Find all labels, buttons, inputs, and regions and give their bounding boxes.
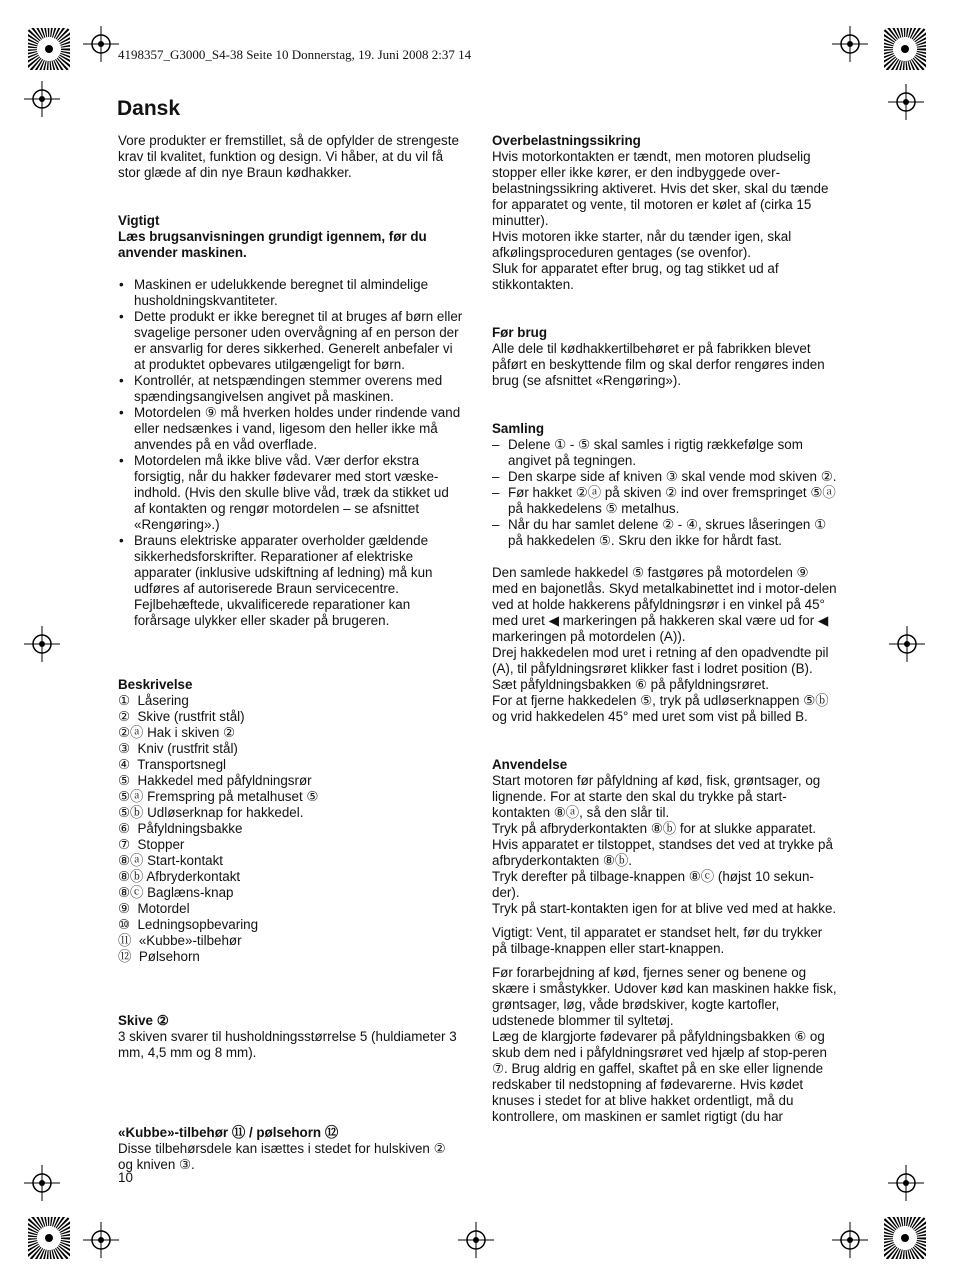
list-item: ⑤ⓑ Udløserknap for hakkedel. (118, 805, 304, 820)
skive-heading: Skive ② (118, 1013, 169, 1028)
intro-paragraph: Vore produkter er fremstillet, så de opfylder de strengeste krav til kvalitet, funktion og design. Vi håber, at du vil få stor glæde af din nye Braun kødhakker. (118, 133, 459, 180)
samling-heading: Samling (492, 421, 545, 436)
vigtigt-heading: Vigtigt (118, 213, 160, 228)
list-item: • Brauns elektriske apparater overholder gældende sikkerhedsforskrifter. Reparationer af elektriske apparater (inklusive udskiftning af ledning) må kun udføres af autoriserede Braun servicecentre. Fejlbehæftede, ukvalificerede reparationer kan forårsage ulykker eller skader på brugeren. (118, 533, 463, 629)
left-column (118, 133, 463, 1173)
anvendelse-paragraph-4: Tryk på start-kontakten igen for at blive ved med at hakke. (492, 901, 837, 916)
registration-mark-icon (458, 1222, 494, 1258)
forbrug-heading: Før brug (492, 325, 548, 340)
list-item: ③ Kniv (rustfrit stål) (118, 741, 238, 756)
skive-paragraph: 3 skiven svarer til husholdningsstørrelse 5 (huldiameter 3 mm, 4,5 mm og 8 mm). (118, 1029, 457, 1060)
list-item: • Kontrollér, at netspændingen stemmer overens med spændingsangivelsen angivet på maskinen. (118, 373, 463, 405)
list-item: ⑫ Pølsehorn (118, 949, 200, 964)
registration-mark-icon (888, 1165, 924, 1201)
overbelastning-paragraph-2: Hvis motoren ikke starter, når du tænder igen, skal afkølingsproceduren gentages (se ovenfor). (492, 229, 792, 260)
list-item: • Motordelen ⑨ må hverken holdes under rindende vand eller nedsænkes i vand, ligesom den heller ikke må anvendes på en våd overflade. (118, 405, 463, 453)
beskrivelse-heading: Beskrivelse (118, 677, 193, 692)
page-title: Dansk (117, 97, 181, 120)
samling-list (492, 437, 837, 549)
list-item: ⑧ⓐ Start-kontakt (118, 853, 224, 868)
list-item: ⑤ⓐ Fremspring på metalhuset ⑤ (118, 789, 319, 804)
starburst-mark-icon (884, 28, 926, 70)
anvendelse-warning: Vigtigt: Vent, til apparatet er standset helt, før du trykker på tilbage-knappen eller start-knappen. (492, 925, 823, 956)
assembly-paragraph-2: Drej hakkedelen mod uret i retning af den opadvendte pil (A), til påfyldningsrøret klikker fast i lodret position (B). Sæt påfyldningsbakken ⑥ på påfyldningsrøret. (492, 645, 829, 692)
list-item: • Motordelen må ikke blive våd. Vær derfor ekstra forsigtig, når du hakker fødevarer med stort væske-indhold. (Hvis den skulle blive våd, træk da stikket ud af kontakten og rengør motordelen – se afsnittet «Rengøring».) (118, 453, 463, 533)
registration-mark-icon (889, 626, 925, 662)
list-item: ⑤ Hakkedel med påfyldningsrør (118, 773, 312, 788)
list-item: – Før hakket ②ⓐ på skiven ② ind over fremspringet ⑤ⓐ på hakkedelens ⑤ metalhus. (492, 485, 837, 517)
registration-mark-icon (24, 81, 60, 117)
registration-mark-icon (24, 1165, 60, 1201)
list-item: ⑥ Påfyldningsbakke (118, 821, 243, 836)
list-item: ②ⓐ Hak i skiven ② (118, 725, 236, 740)
list-item: ⑦ Stopper (118, 837, 185, 852)
list-item: • Dette produkt er ikke beregnet til at bruges af børn eller svagelige personer uden overvågning af en person der er ansvarlig for deres sikkerhed. Generelt anbefaler vi at produktet opbevares utilgængeligt for børn. (118, 309, 463, 373)
overbelastning-heading: Overbelastningssikring (492, 133, 641, 148)
list-item: – Når du har samlet delene ② - ④, skrues låseringen ① på hakkedelen ⑤. Skru den ikke for hårdt fast. (492, 517, 837, 549)
safety-list (118, 277, 463, 629)
registration-mark-icon (24, 626, 60, 662)
list-item: ⑨ Motordel (118, 901, 190, 916)
anvendelse-paragraph: Start motoren før påfyldning af kød, fisk, grøntsager, og lignende. For at starte den skal du trykke på start-kontakten ⑧ⓐ, så den slår til. (492, 773, 821, 820)
overbelastning-paragraph: Hvis motorkontakten er tændt, men motoren pludselig stopper eller ikke kører, er den indbyggede over-belastningssikring aktiveret. Hvis det sker, skal du tænde for apparatet og vente, til motoren er kølet af (cirka 15 minutter). (492, 149, 829, 228)
list-item: • Maskinen er udelukkende beregnet til almindelige husholdningskvantiteter. (118, 277, 463, 309)
registration-mark-icon (888, 84, 924, 120)
assembly-paragraph: Den samlede hakkedel ⑤ fastgøres på motordelen ⑨ med en bajonetlås. Skyd metalkabinettet ind i motor-delen ved at holde hakkerens påfyldningsrør i en vinkel på 45° med uret ◀ markeringen på hakkeren skal være ud for ◀ markeringen på motordelen (A)). (492, 565, 837, 644)
list-item: – Den skarpe side af kniven ③ skal vende mod skiven ②. (492, 469, 837, 485)
print-header: 4198357_G3000_S4-38 Seite 10 Donnerstag, 19. Juni 2008 2:37 14 (118, 47, 472, 62)
list-item: ② Skive (rustfrit stål) (118, 709, 245, 724)
anvendelse-heading: Anvendelse (492, 757, 568, 772)
list-item: – Delene ① - ⑤ skal samles i rigtig rækkefølge som angivet på tegningen. (492, 437, 837, 469)
page-number: 10 (118, 1170, 133, 1185)
registration-mark-icon (832, 26, 868, 62)
vigtigt-lead: Læs brugsanvisningen grundigt igennem, før du anvender maskinen. (118, 229, 427, 260)
anvendelse-paragraph-3: Tryk derefter på tilbage-knappen ⑧ⓒ (højst 10 sekun-der). (492, 869, 814, 900)
list-item: ⑩ Ledningsopbevaring (118, 917, 259, 932)
overbelastning-paragraph-3: Sluk for apparatet efter brug, og tag stikket ud af stikkontakten. (492, 261, 779, 292)
anvendelse-paragraph-6: Før forarbejdning af kød, fjernes sener og benene og skære i småstykker. Udover kød kan maskinen hakke fisk, grøntsager, løg, våde brødskiver, kogte kartofler, udstenede blommer til syltetøj. (492, 965, 837, 1028)
starburst-mark-icon (884, 1217, 926, 1259)
forbrug-paragraph: Alle dele til kødhakkertilbehøret er på fabrikken blevet påført en beskyttende film og skal derfor rengøres inden brug (se afsnittet «Rengøring»). (492, 341, 825, 388)
right-column (492, 133, 837, 1125)
list-item: ⑧ⓒ Baglæns-knap (118, 885, 234, 900)
registration-mark-icon (832, 1222, 868, 1258)
parts-list (118, 693, 463, 965)
list-item: ① Låsering (118, 693, 189, 708)
kubbe-heading: «Kubbe»-tilbehør ⑪ / pølsehorn ⑫ (118, 1125, 339, 1140)
registration-mark-icon (83, 1222, 119, 1258)
list-item: ④ Transportsnegl (118, 757, 227, 772)
starburst-mark-icon (28, 28, 70, 70)
starburst-mark-icon (28, 1217, 70, 1259)
anvendelse-paragraph-7: Læg de klargjorte fødevarer på påfyldningsbakken ⑥ og skub dem ned i påfyldningsrøret ved hjælp af stop-peren ⑦. Brug aldrig en gaffel, skaftet på en ske eller lignende redskaber til nedstopning af fødevarerne. Hvis kødet knuses i stedet for at blive hakket ordentligt, må du kontrollere, om maskinen er samlet rigtigt (du har (492, 1029, 827, 1124)
list-item: ⑪ «Kubbe»-tilbehør (118, 933, 242, 948)
list-item: ⑧ⓑ Afbryderkontakt (118, 869, 241, 884)
kubbe-paragraph: Disse tilbehørsdele kan isættes i stedet for hulskiven ② og kniven ③. (118, 1141, 446, 1172)
registration-mark-icon (83, 26, 119, 62)
assembly-paragraph-3: For at fjerne hakkedelen ⑤, tryk på udløserknappen ⑤ⓑ og vrid hakkedelen 45° med uret som vist på billed B. (492, 693, 829, 724)
anvendelse-paragraph-2: Tryk på afbryderkontakten ⑧ⓑ for at slukke apparatet. Hvis apparatet er tilstoppet, standses det ved at trykke på afbryderkontakten ⑧ⓑ. (492, 821, 833, 868)
